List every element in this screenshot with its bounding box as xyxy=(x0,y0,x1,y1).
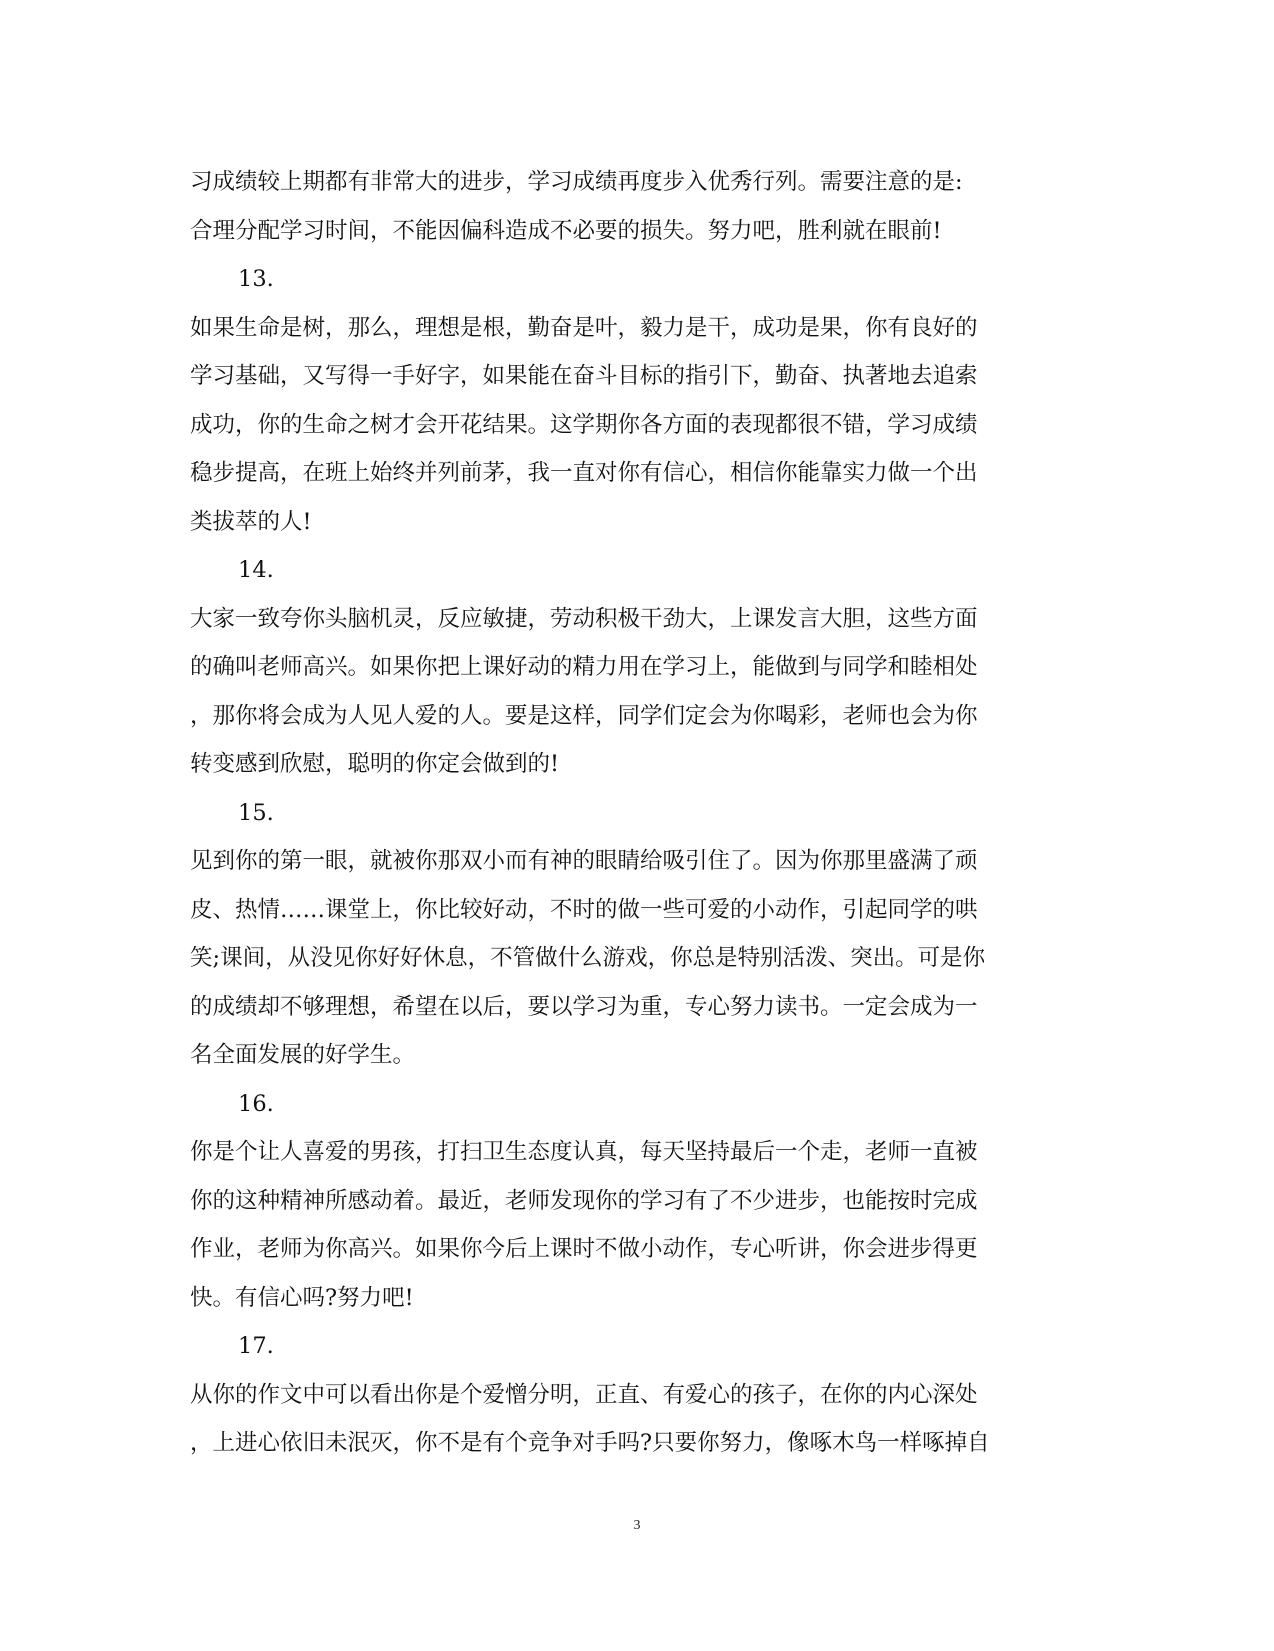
text-line: 大家一致夸你头脑机灵，反应敏捷，劳动积极干劲大，上课发言大胆，这些方面 xyxy=(190,605,978,632)
text-line: 成功，你的生命之树才会开花结果。这学期你各方面的表现都很不错，学习成绩 xyxy=(190,411,978,438)
text-line: 转变感到欣慰，聪明的你定会做到的! xyxy=(190,751,560,777)
text-line: 学习基础，又写得一手好字，如果能在奋斗目标的指引下，勤奋、执著地去追索 xyxy=(190,363,978,389)
text-line: 习成绩较上期都有非常大的进步，学习成绩再度步入优秀行列。需要注意的是: xyxy=(190,169,963,195)
text-line: 笑;课间，从没见你好好休息，不管做什么游戏，你总是特别活泼、突出。可是你 xyxy=(190,945,986,971)
text-line: 类拔萃的人! xyxy=(190,508,312,535)
item-number: 14. xyxy=(238,557,274,583)
document-body xyxy=(190,158,1070,1468)
text-line: 如果生命是树，那么，理想是根，勤奋是叶，毅力是干，成功是果，你有良好的 xyxy=(190,314,978,341)
text-line: 作业，老师为你高兴。如果你今后上课时不做小动作，专心听讲，你会进步得更 xyxy=(190,1236,978,1262)
text-line: 稳步提高，在班上始终并列前茅，我一直对你有信心，相信你能靠实力做一个出 xyxy=(190,460,978,486)
text-line: 合理分配学习时间，不能因偏科造成不必要的损失。努力吧，胜利就在眼前! xyxy=(190,217,942,244)
text-line: 你的这种精神所感动着。最近，老师发现你的学习有了不少进步，也能按时完成 xyxy=(190,1187,978,1214)
text-line: 的确叫老师高兴。如果你把上课好动的精力用在学习上，能做到与同学和睦相处 xyxy=(190,654,978,680)
text-line: ，那你将会成为人见人爱的人。要是这样，同学们定会为你喝彩，老师也会为你 xyxy=(190,702,978,729)
text-line: ，上进心依旧未泯灭，你不是有个竞争对手吗?只要你努力，像啄木鸟一样啄掉自 xyxy=(190,1430,990,1456)
item-number: 13. xyxy=(238,266,274,292)
text-line: 从你的作文中可以看出你是个爱憎分明，正直、有爱心的孩子，在你的内心深处 xyxy=(190,1381,978,1408)
text-line: 名全面发展的好学生。 xyxy=(190,1042,416,1068)
text-line: 皮、热情……课堂上，你比较好动，不时的做一些可爱的小动作，引起同学的哄 xyxy=(190,896,978,923)
text-line: 的成绩却不够理想，希望在以后，要以学习为重，专心努力读书。一定会成为一 xyxy=(190,993,978,1020)
text-line: 见到你的第一眼，就被你那双小而有神的眼睛给吸引住了。因为你那里盛满了顽 xyxy=(190,848,978,874)
item-number: 17. xyxy=(238,1333,274,1359)
text-line: 快。有信心吗?努力吧! xyxy=(190,1284,414,1311)
text-line: 你是个让人喜爱的男孩，打扫卫生态度认真，每天坚持最后一个走，老师一直被 xyxy=(190,1139,978,1165)
page-number: 3 xyxy=(633,1518,641,1533)
item-number: 15. xyxy=(238,799,274,826)
item-number: 16. xyxy=(238,1090,274,1117)
